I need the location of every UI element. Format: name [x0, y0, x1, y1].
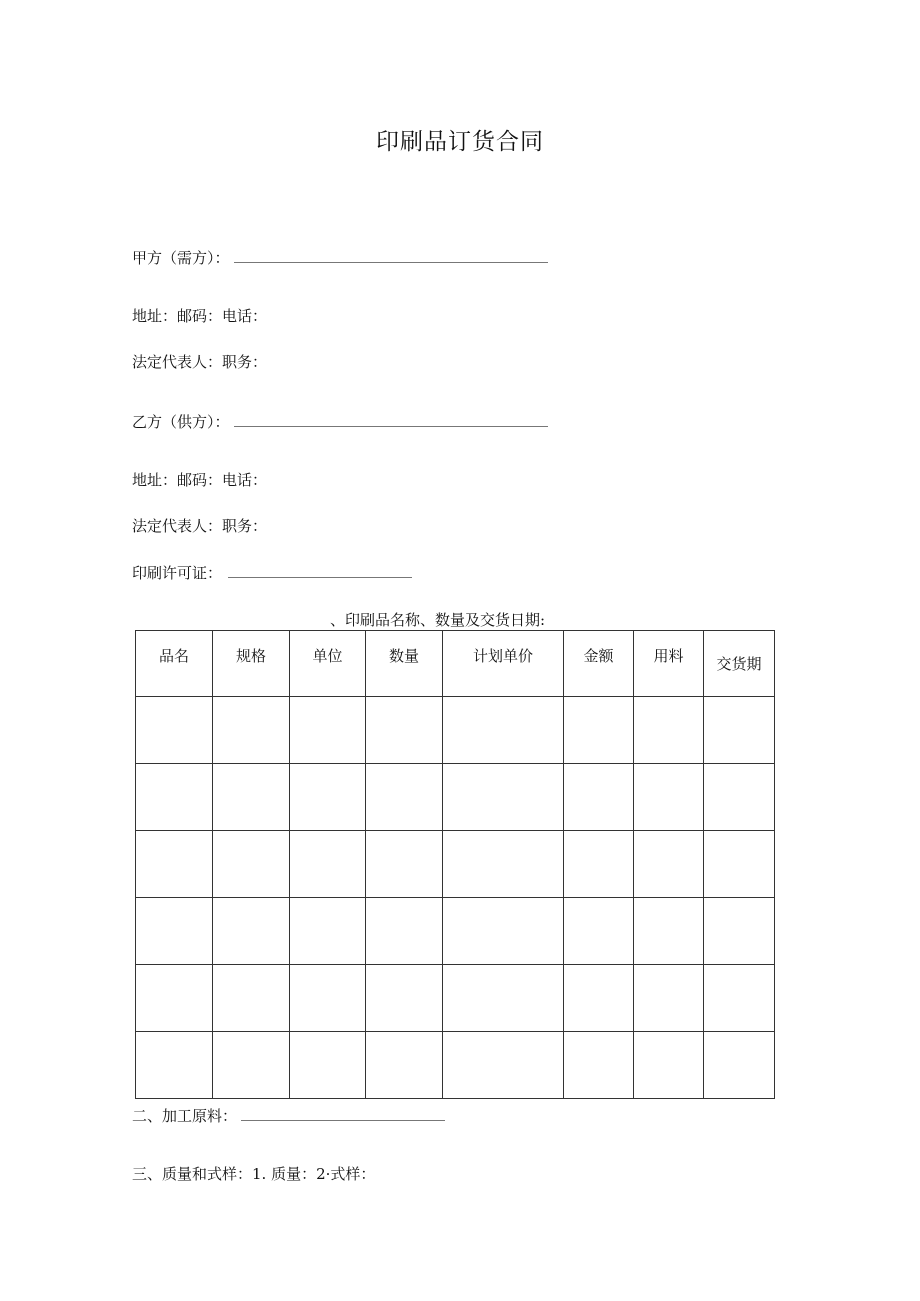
party-a-rep: 法定代表人：职务： — [132, 353, 268, 371]
header-spec: 规格 — [213, 631, 290, 697]
table-cell[interactable] — [564, 965, 634, 1032]
table-cell[interactable] — [564, 898, 634, 965]
table-cell[interactable] — [213, 898, 290, 965]
table-row — [136, 697, 775, 764]
document-title: 印刷品订货合同 — [376, 129, 544, 155]
table-cell[interactable] — [634, 898, 704, 965]
table-cell[interactable] — [443, 898, 564, 965]
table-cell[interactable] — [634, 831, 704, 898]
table-row — [136, 965, 775, 1032]
party-b-address: 地址：邮码：电话： — [132, 471, 268, 489]
table-cell[interactable] — [704, 764, 775, 831]
table-cell[interactable] — [443, 764, 564, 831]
table-cell[interactable] — [136, 831, 213, 898]
table-cell[interactable] — [290, 965, 366, 1032]
party-b-rep: 法定代表人：职务： — [132, 517, 268, 535]
table-cell[interactable] — [366, 697, 443, 764]
table-cell[interactable] — [290, 831, 366, 898]
party-a-blank[interactable] — [234, 248, 548, 263]
table-cell[interactable] — [213, 764, 290, 831]
license-line — [132, 563, 412, 583]
header-quantity: 数量 — [366, 631, 443, 697]
table-header-row — [136, 631, 775, 697]
party-a-label: 甲方（需方）： — [132, 249, 230, 267]
header-planned-price: 计划单价 — [443, 631, 564, 697]
header-name: 品名 — [136, 631, 213, 697]
table-cell[interactable] — [564, 831, 634, 898]
table-cell[interactable] — [634, 1032, 704, 1099]
table-cell[interactable] — [136, 697, 213, 764]
table-cell[interactable] — [443, 1032, 564, 1099]
table-cell[interactable] — [366, 764, 443, 831]
table-cell[interactable] — [136, 898, 213, 965]
section1-caption: 、印刷品名称、数量及交货日期: — [330, 611, 546, 629]
table-row — [136, 831, 775, 898]
table-cell[interactable] — [564, 697, 634, 764]
table-cell[interactable] — [136, 764, 213, 831]
table-cell[interactable] — [704, 1032, 775, 1099]
table-cell[interactable] — [366, 831, 443, 898]
header-unit: 单位 — [290, 631, 366, 697]
table-cell[interactable] — [290, 697, 366, 764]
table-row — [136, 1032, 775, 1099]
section3-line: 三、质量和式样：1. 质量：2·式样： — [132, 1165, 376, 1183]
header-amount: 金额 — [564, 631, 634, 697]
header-delivery-date: 交货期 — [704, 631, 775, 697]
party-b-line — [132, 412, 548, 432]
table-cell[interactable] — [704, 831, 775, 898]
table-cell[interactable] — [634, 697, 704, 764]
license-label: 印刷许可证： — [132, 564, 223, 582]
section2-blank[interactable] — [241, 1106, 445, 1121]
table-cell[interactable] — [290, 764, 366, 831]
section2-line — [132, 1106, 445, 1126]
table-cell[interactable] — [704, 965, 775, 1032]
table-cell[interactable] — [213, 1032, 290, 1099]
table-cell[interactable] — [704, 898, 775, 965]
party-a-line — [132, 248, 548, 268]
table-cell[interactable] — [443, 697, 564, 764]
table-cell[interactable] — [213, 965, 290, 1032]
header-material: 用料 — [634, 631, 704, 697]
table-cell[interactable] — [136, 965, 213, 1032]
party-b-label: 乙方（供方）： — [132, 413, 230, 431]
table-cell[interactable] — [704, 697, 775, 764]
items-table — [135, 630, 775, 1099]
table-cell[interactable] — [213, 697, 290, 764]
table-cell[interactable] — [443, 831, 564, 898]
table-cell[interactable] — [366, 965, 443, 1032]
table-cell[interactable] — [634, 965, 704, 1032]
table-cell[interactable] — [564, 764, 634, 831]
table-cell[interactable] — [366, 1032, 443, 1099]
table-cell[interactable] — [290, 898, 366, 965]
table-row — [136, 898, 775, 965]
section2-label: 二、加工原料： — [132, 1107, 238, 1125]
table-row — [136, 764, 775, 831]
table-cell[interactable] — [213, 831, 290, 898]
table-cell[interactable] — [290, 1032, 366, 1099]
table-cell[interactable] — [443, 965, 564, 1032]
table-cell[interactable] — [136, 1032, 213, 1099]
party-b-blank[interactable] — [234, 412, 548, 427]
table-cell[interactable] — [564, 1032, 634, 1099]
license-blank[interactable] — [228, 563, 412, 578]
table-cell[interactable] — [366, 898, 443, 965]
table-cell[interactable] — [634, 764, 704, 831]
party-a-address: 地址：邮码：电话： — [132, 307, 268, 325]
